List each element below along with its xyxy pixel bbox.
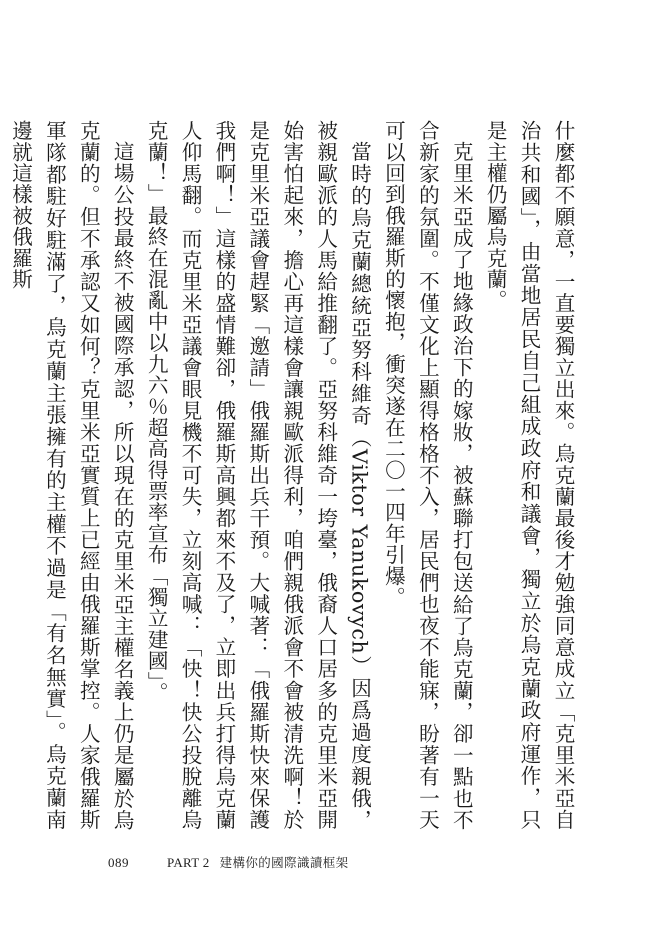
- page-footer: [108, 853, 349, 871]
- page-number: 089: [108, 855, 129, 870]
- body-text: [8, 120, 579, 830]
- part-label: PART 2: [167, 855, 210, 870]
- part-title: 建構你的國際識讀框架: [219, 855, 349, 870]
- paragraph-2: 克里米亞成了地緣政治下的嫁妝，被蘇聯打包送給了烏克蘭，卻一點也不合新家的氛圍。不僅文化上顯得格格不入，居民們也夜不能寐，盼著有一天可以回到俄羅斯的懷抱，衝突遂在二〇一四年引爆。: [381, 120, 474, 830]
- paragraph-3: 當時的烏克蘭總統亞努科維奇（Viktor Yanukovych）因爲過度親俄，被親歐派的人馬給推翻了。亞努科維奇一垮臺，俄裔人口居多的克里米亞開始害怕起來，擔心再這樣會讓親歐派得利，咱們親俄派會不會被清洗啊！於是克里米亞議會趕緊「邀請」俄羅斯出兵干預。大喊著：「俄羅斯快來保護我們啊！」這樣的盛情難卻，俄羅斯高興都來不及了，立即出兵打得烏克蘭人仰馬翻。而克里米亞議會眼見機不可失，立刻高喊：「快！快公投脫離烏克蘭！」最終在混亂中以九六％超高得票率宣布「獨立建國」。: [144, 120, 372, 830]
- paragraph-4: 這場公投最終不被國際承認，所以現在的克里米亞主權名義上仍是屬於烏克蘭的。但不承認又如何？克里米亞實質上已經由俄羅斯掌控。人家俄羅斯軍隊都駐好駐滿了，烏克蘭主張擁有的主權不過是「有名無實」。烏克蘭南邊就這樣被俄羅斯: [8, 120, 135, 830]
- paragraph-1: 什麼都不願意，一直要獨立出來。烏克蘭最後才勉強同意成立「克里米亞自治共和國」，由當地居民自己組成政府和議會，獨立於烏克蘭政府運作，只是主權仍屬烏克蘭。: [483, 120, 575, 830]
